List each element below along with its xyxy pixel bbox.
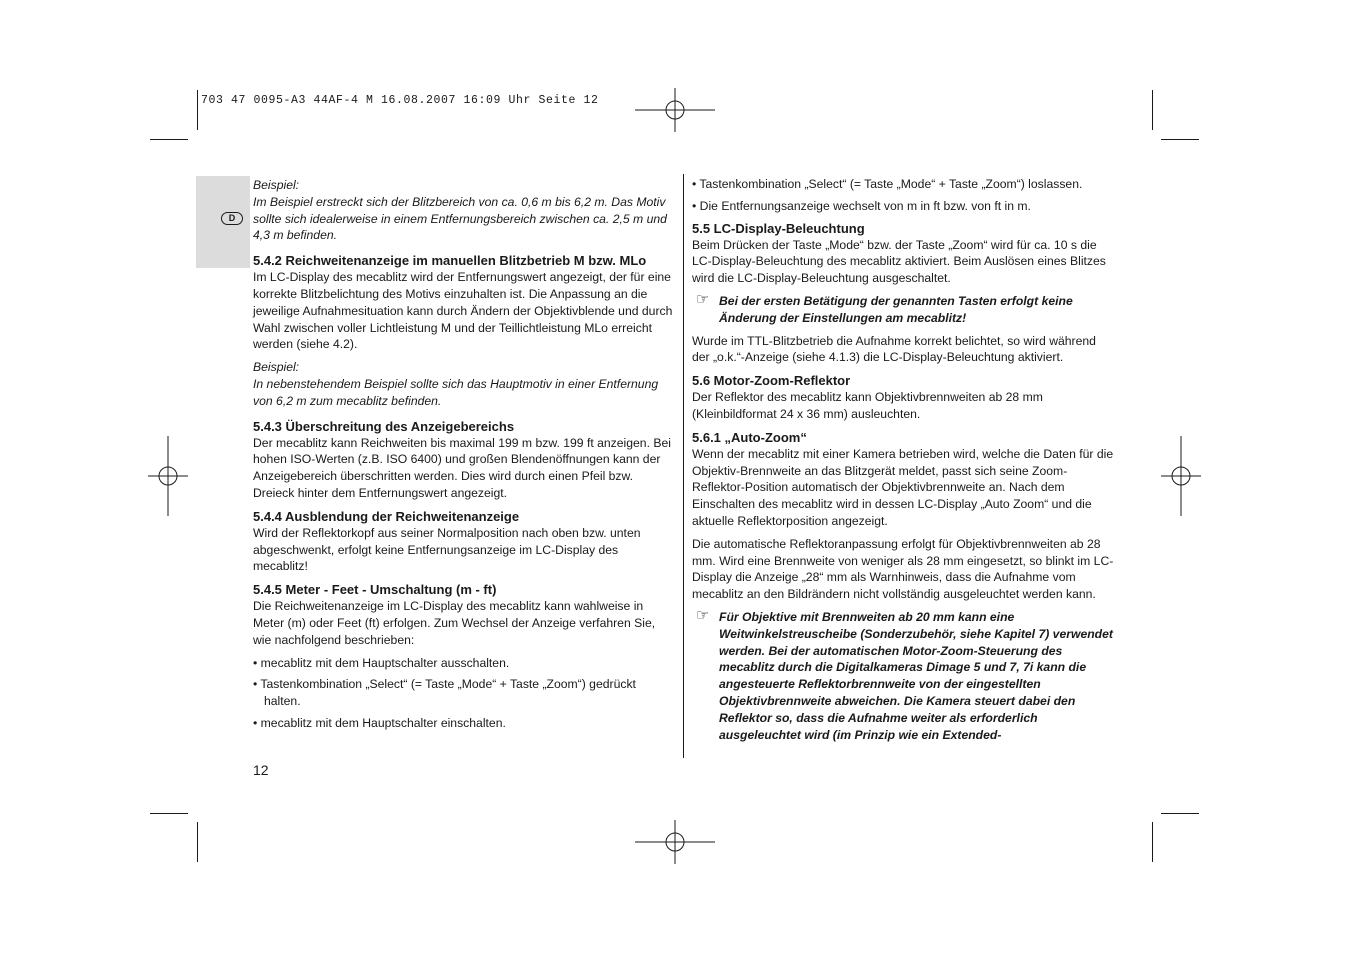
section-5-4-2-text: Im LC-Display des mecablitz wird der Entfernungswert angezeigt, der für eine korrekte Blitzbelichtung des Motivs einzuhalten ist. Die Anpassung an die jeweilige Aufnahmesituation kann durch Ändern der Objektivblende und durch Wahl zwischen voller Lichtleistung M und der Teillichtleistung MLo erreicht werden (siehe 4.2). (253, 270, 673, 352)
example-1-label: Beispiel: (253, 178, 300, 192)
left-column (253, 177, 673, 737)
bullet-item: • Tastenkombination „Select“ (= Taste „Mode“ + Taste „Zoom“) gedrückt halten. (253, 677, 636, 709)
bullet-item: • Die Entfernungsanzeige wechselt von m in ft bzw. von ft in m. (692, 198, 1031, 213)
crop-mark-br-h (1161, 813, 1199, 814)
section-5-6-1-text-2: Die automatische Reflektoranpassung erfolgt für Objektivbrennweiten ab 28 mm. Wird eine Brennweite von weniger als 28 mm eingesetzt, so blinkt im LC-Display die Anzeige „28“ mm als Warnhinweis, dass die Aufnahme vom mecablitz an den Bildrändern nicht vollständig ausgeleuchtet werden kann. (692, 536, 1114, 602)
crop-mark-tr-v (1152, 90, 1153, 130)
registration-mark-right (1161, 436, 1201, 516)
crop-mark-tl-h (150, 139, 188, 140)
note-1-text: Bei der ersten Betätigung der genannten Tasten erfolgt keine Änderung der Einstellungen am mecablitz! (719, 293, 1073, 325)
section-5-5-text: Beim Drücken der Taste „Mode“ bzw. der Taste „Zoom“ wird für ca. 10 s die LC-Display-Beleuchtung des mecablitz aktiviert. Beim Auslösen eines Blitzes wird die LC-Display-Beleuchtung ausgeschaltet. (692, 237, 1106, 286)
crop-mark-tr-h (1161, 139, 1199, 140)
section-5-4-5-text: Die Reichweitenanzeige im LC-Display des mecablitz kann wahlweise in Meter (m) oder Feet (ft) erfolgen. Zum Wechsel der Anzeige verfahren Sie, wie nachfolgend beschrieben: (253, 599, 656, 647)
crop-mark-br-v (1152, 822, 1153, 862)
example-2 (253, 359, 673, 409)
section-5-4-5-heading: 5.4.5 Meter - Feet - Umschaltung (m - ft) (253, 582, 497, 598)
section-5-5-heading: 5.5 LC-Display-Beleuchtung (692, 220, 865, 236)
bullet-item: • mecablitz mit dem Hauptschalter ausschalten. (253, 655, 510, 670)
note-2 (692, 606, 1116, 743)
crop-mark-bl-h (150, 813, 188, 814)
registration-mark-top (635, 88, 715, 132)
note-2-text: Für Objektive mit Brennweiten ab 20 mm kann eine Weitwinkelstreuscheibe (Sonderzubehör, siehe Kapitel 7) verwendet werden. Bei der automatischen Motor-Zoom-Steuerung des mecablitz durch die Digitalkameras Dimage 5 und 7, 7i kann die angesteuerte Reflektorbrennweite von der eingestellten Objektivbrennweite abweichen. Die Kamera steuert dabei den Reflektor so, dass die Aufnahme weiter als erforderlich ausgeleuchtet wird (im Prinzip wie ein Extended- (719, 609, 1113, 742)
section-5-6-1-text-1: Wenn der mecablitz mit einer Kamera betrieben wird, welche die Daten für die Objektiv-Brennweite an das Blitzgerät meldet, passt sich seine Zoom-Reflektor-Position automatisch der Objektivbrennweite an. Nach dem Einschalten des mecablitz wird in dessen LC-Display „Auto Zoom“ und die aktuelle Reflektorposition angezeigt. (692, 446, 1114, 528)
registration-mark-bottom (635, 820, 715, 864)
section-5-6-heading: 5.6 Motor-Zoom-Reflektor (692, 373, 851, 389)
bullet-item: • Tastenkombination „Select“ (= Taste „Mode“ + Taste „Zoom“) loslassen. (692, 177, 1083, 191)
crop-mark-bl-v (197, 822, 198, 862)
note-1 (692, 290, 1116, 327)
section-5-4-3-text: Der mecablitz kann Reichweiten bis maximal 199 m bzw. 199 ft anzeigen. Bei hohen ISO-Werten (z.B. ISO 6400) und großen Blendenöffnungen kann der Anzeigebereich überschritten werden. Dies wird durch einen Pfeil bzw. Dreieck hinter dem Entfernungswert angezeigt. (253, 435, 671, 500)
example-2-label: Beispiel: (253, 360, 300, 375)
example-2-text: In nebenstehendem Beispiel sollte sich das Hauptmotiv in einer Entfernung von 6,2 m zum mecablitz befinden. (253, 376, 659, 408)
right-column (692, 176, 1116, 749)
section-5-4-4-heading: 5.4.4 Ausblendung der Reichweitenanzeige (253, 508, 520, 524)
bullet-item: • mecablitz mit dem Hauptschalter einschalten. (253, 715, 506, 730)
section-5-4-3-heading: 5.4.3 Überschreitung des Anzeigebereichs (253, 418, 515, 434)
section-5-6-1-heading: 5.6.1 „Auto-Zoom“ (692, 429, 807, 445)
crop-mark-tl-v (197, 90, 198, 130)
section-5-6-text: Der Reflektor des mecablitz kann Objektivbrennweiten ab 28 mm (Kleinbildformat 24 x 36 mm) ausleuchten. (692, 390, 1043, 421)
section-5-4-4-text: Wird der Reflektorkopf aus seiner Normalposition nach oben bzw. unten abgeschwenkt, erfolgt keine Entfernungsanzeige im LC-Display des mecablitz! (253, 525, 641, 574)
print-slug: 703 47 0095-A3 44AF-4 M 16.08.2007 16:09 Uhr Seite 12 (201, 94, 599, 107)
column-divider (683, 174, 684, 758)
section-5-4-2-heading: 5.4.2 Reichweitenanzeige im manuellen Blitzbetrieb M bzw. MLo (253, 253, 647, 269)
registration-mark-left (148, 436, 188, 516)
language-badge: D (221, 212, 243, 225)
example-1 (253, 177, 673, 244)
pointing-hand-icon: ☞ (696, 290, 710, 308)
section-5-5-text-2: Wurde im TTL-Blitzbetrieb die Aufnahme korrekt belichtet, so wird während der „o.k.“-Anzeige (siehe 4.1.3) die LC-Display-Beleuchtung aktiviert. (692, 333, 1096, 365)
pointing-hand-icon: ☞ (696, 606, 710, 624)
page-number: 12 (253, 762, 269, 778)
example-1-text: Im Beispiel erstreckt sich der Blitzbereich von ca. 0,6 m bis 6,2 m. Das Motiv sollte sich idealerweise in einem Entfernungsbereich zwischen ca. 2,5 m und 4,3 m befinden. (253, 194, 667, 243)
